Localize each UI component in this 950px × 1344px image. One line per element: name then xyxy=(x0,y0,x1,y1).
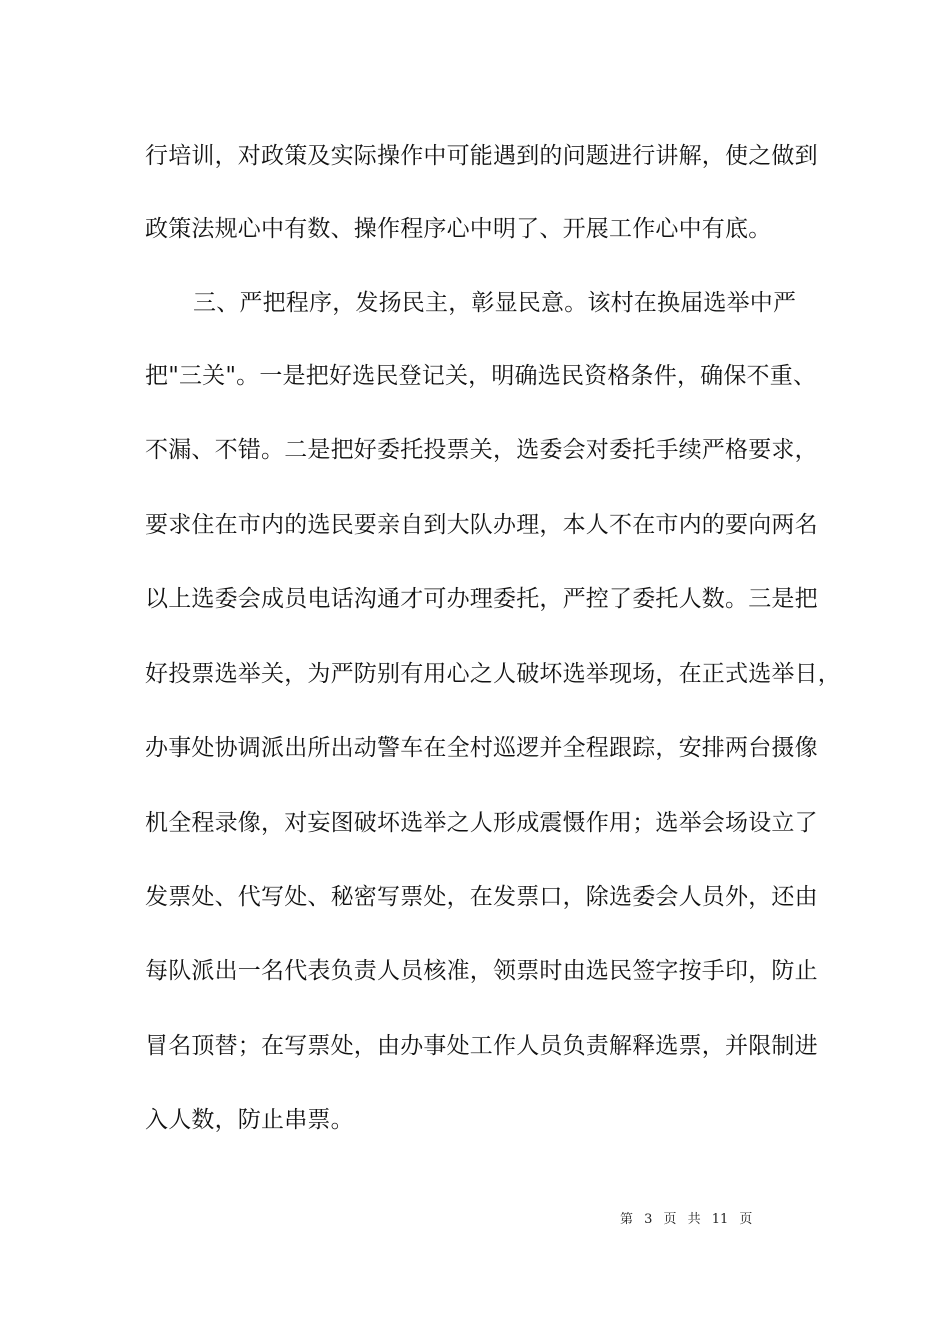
paragraph-2-line-7: 办事处协调派出所出动警车在全村巡逻并全程跟踪，安排两台摄像 xyxy=(145,735,818,761)
paragraph-2-line-6: 好投票选举关，为严防别有用心之人破坏选举现场，在正式选举日， xyxy=(145,661,841,687)
footer-page-prefix: 第 xyxy=(620,1212,634,1227)
paragraph-2-line-4: 要求住在市内的选民要亲自到大队办理，本人不在市内的要向两名 xyxy=(145,512,818,538)
paragraph-1-line-2: 政策法规心中有数、操作程序心中明了、开展工作心中有底。 xyxy=(145,216,772,242)
paragraph-2-line-3: 不漏、不错。二是把好委托投票关，选委会对委托手续严格要求， xyxy=(145,437,818,463)
paragraph-2-line-5: 以上选委会成员电话沟通才可办理委托，严控了委托人数。三是把 xyxy=(145,586,818,612)
paragraph-1-line-1: 行培训，对政策及实际操作中可能遇到的问题进行讲解，使之做到 xyxy=(145,143,818,169)
paragraph-2-line-11: 冒名顶替；在写票处，由办事处工作人员负责解释选票，并限制进 xyxy=(145,1033,818,1059)
footer-page-word: 页 xyxy=(663,1212,677,1227)
footer-total-suffix: 页 xyxy=(739,1212,753,1227)
paragraph-2-line-2: 把"三关"。一是把好选民登记关，明确选民资格条件，确保不重、 xyxy=(145,363,817,389)
paragraph-2-line-1: 三、严把程序，发扬民主，彰显民意。该村在换届选举中严 xyxy=(193,290,797,316)
paragraph-2-line-9: 发票处、代写处、秘密写票处，在发票口，除选委会人员外，还由 xyxy=(145,884,818,910)
paragraph-2-line-8: 机全程录像，对妄图破坏选举之人形成震慑作用；选举会场设立了 xyxy=(145,810,818,836)
footer-current-page: 3 xyxy=(644,1212,653,1227)
footer-total-prefix: 共 xyxy=(687,1212,701,1227)
paragraph-2-line-12: 入人数，防止串票。 xyxy=(145,1107,354,1133)
footer-total-pages: 11 xyxy=(711,1212,729,1227)
page-footer xyxy=(620,1208,752,1228)
paragraph-2-line-10: 每队派出一名代表负责人员核准，领票时由选民签字按手印，防止 xyxy=(145,958,818,984)
